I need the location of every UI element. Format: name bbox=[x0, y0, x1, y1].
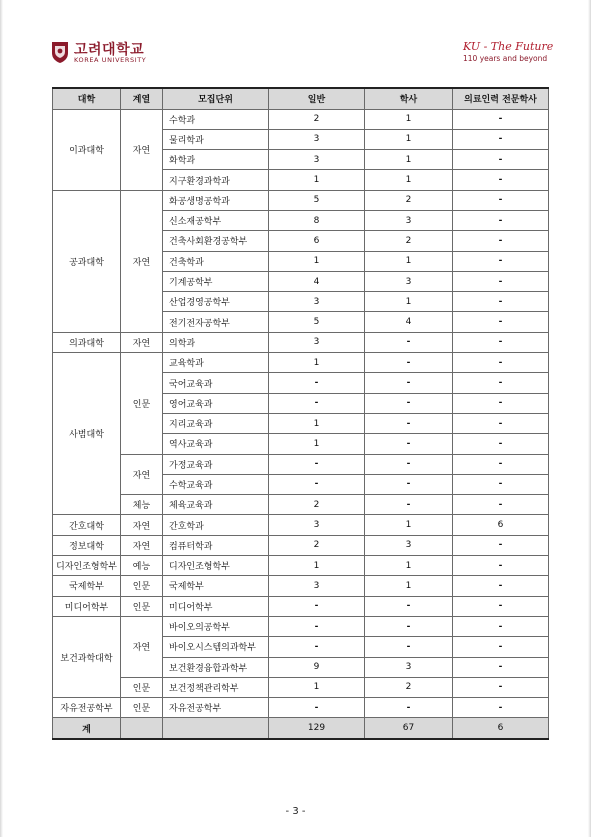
medical-cell: - bbox=[453, 556, 549, 576]
college-cell: 이과대학 bbox=[53, 109, 121, 190]
unit-cell: 건축사회환경공학부 bbox=[163, 231, 269, 251]
total-empty-cell bbox=[163, 718, 269, 739]
unit-cell: 의학과 bbox=[163, 332, 269, 352]
medical-cell: - bbox=[453, 393, 549, 413]
medical-cell: - bbox=[453, 657, 549, 677]
table-row bbox=[53, 109, 549, 129]
medical-cell: - bbox=[453, 698, 549, 718]
bachelor-cell: 1 bbox=[365, 515, 453, 535]
logo-english-text: KOREA UNIVERSITY bbox=[74, 56, 147, 64]
bachelor-cell: - bbox=[365, 373, 453, 393]
total-row bbox=[53, 718, 549, 739]
general-cell: 3 bbox=[269, 576, 365, 596]
unit-cell: 산업경영공학부 bbox=[163, 292, 269, 312]
table-row bbox=[53, 596, 549, 616]
general-cell: 1 bbox=[269, 556, 365, 576]
college-cell: 자유전공학부 bbox=[53, 698, 121, 718]
bachelor-cell: - bbox=[365, 454, 453, 474]
bachelor-cell: 3 bbox=[365, 657, 453, 677]
total-empty-cell bbox=[121, 718, 163, 739]
medical-cell: - bbox=[453, 271, 549, 291]
general-cell: 1 bbox=[269, 677, 365, 697]
header-bachelor: 학사 bbox=[365, 88, 453, 109]
table-row bbox=[53, 616, 549, 636]
unit-cell: 신소재공학부 bbox=[163, 210, 269, 230]
total-general: 129 bbox=[269, 718, 365, 739]
medical-cell: - bbox=[453, 495, 549, 515]
bachelor-cell: 1 bbox=[365, 170, 453, 190]
unit-cell: 가정교육과 bbox=[163, 454, 269, 474]
bachelor-cell: - bbox=[365, 698, 453, 718]
bachelor-cell: 3 bbox=[365, 535, 453, 555]
admissions-table bbox=[52, 87, 549, 740]
header-unit: 모집단위 bbox=[163, 88, 269, 109]
unit-cell: 디자인조형학부 bbox=[163, 556, 269, 576]
header-field: 계열 bbox=[121, 88, 163, 109]
table-row bbox=[53, 495, 549, 515]
medical-cell: - bbox=[453, 129, 549, 149]
medical-cell: - bbox=[453, 576, 549, 596]
general-cell: 2 bbox=[269, 109, 365, 129]
college-cell: 미디어학부 bbox=[53, 596, 121, 616]
table-row bbox=[53, 677, 549, 697]
bachelor-cell: 1 bbox=[365, 129, 453, 149]
table-row bbox=[53, 515, 549, 535]
slogan-subtitle: 110 years and beyond bbox=[463, 54, 548, 63]
field-cell: 자연 bbox=[121, 454, 163, 495]
general-cell: - bbox=[269, 474, 365, 494]
general-cell: 3 bbox=[269, 332, 365, 352]
field-cell: 인문 bbox=[121, 596, 163, 616]
unit-cell: 역사교육과 bbox=[163, 434, 269, 454]
field-cell: 자연 bbox=[121, 109, 163, 190]
college-cell: 간호대학 bbox=[53, 515, 121, 535]
table-row bbox=[53, 535, 549, 555]
general-cell: 1 bbox=[269, 170, 365, 190]
unit-cell: 수학과 bbox=[163, 109, 269, 129]
unit-cell: 화학과 bbox=[163, 150, 269, 170]
general-cell: 5 bbox=[269, 190, 365, 210]
table-row bbox=[53, 454, 549, 474]
table-row bbox=[53, 698, 549, 718]
general-cell: 2 bbox=[269, 495, 365, 515]
slogan bbox=[463, 40, 554, 63]
bachelor-cell: 1 bbox=[365, 109, 453, 129]
bachelor-cell: - bbox=[365, 353, 453, 373]
general-cell: 6 bbox=[269, 231, 365, 251]
unit-cell: 영어교육과 bbox=[163, 393, 269, 413]
college-cell: 디자인조형학부 bbox=[53, 556, 121, 576]
total-medical: 6 bbox=[453, 718, 549, 739]
medical-cell: - bbox=[453, 150, 549, 170]
medical-cell: - bbox=[453, 292, 549, 312]
general-cell: - bbox=[269, 454, 365, 474]
medical-cell: - bbox=[453, 596, 549, 616]
header-medical: 의료인력 전문학사 bbox=[453, 88, 549, 109]
field-cell: 자연 bbox=[121, 515, 163, 535]
unit-cell: 건축학과 bbox=[163, 251, 269, 271]
unit-cell: 물리학과 bbox=[163, 129, 269, 149]
medical-cell: - bbox=[453, 312, 549, 332]
general-cell: 2 bbox=[269, 535, 365, 555]
general-cell: 3 bbox=[269, 515, 365, 535]
general-cell: 5 bbox=[269, 312, 365, 332]
general-cell: 3 bbox=[269, 150, 365, 170]
medical-cell: - bbox=[453, 474, 549, 494]
table-row bbox=[53, 576, 549, 596]
college-cell: 공과대학 bbox=[53, 190, 121, 332]
field-cell: 자연 bbox=[121, 535, 163, 555]
bachelor-cell: 1 bbox=[365, 150, 453, 170]
medical-cell: - bbox=[453, 231, 549, 251]
header-general: 일반 bbox=[269, 88, 365, 109]
unit-cell: 교육학과 bbox=[163, 353, 269, 373]
general-cell: - bbox=[269, 698, 365, 718]
unit-cell: 화공생명공학과 bbox=[163, 190, 269, 210]
bachelor-cell: - bbox=[365, 495, 453, 515]
general-cell: - bbox=[269, 373, 365, 393]
unit-cell: 간호학과 bbox=[163, 515, 269, 535]
bachelor-cell: 3 bbox=[365, 271, 453, 291]
general-cell: - bbox=[269, 637, 365, 657]
unit-cell: 전기전자공학부 bbox=[163, 312, 269, 332]
bachelor-cell: - bbox=[365, 434, 453, 454]
header-college: 대학 bbox=[53, 88, 121, 109]
bachelor-cell: 1 bbox=[365, 251, 453, 271]
medical-cell: - bbox=[453, 353, 549, 373]
bachelor-cell: 4 bbox=[365, 312, 453, 332]
field-cell: 인문 bbox=[121, 353, 163, 454]
unit-cell: 자유전공학부 bbox=[163, 698, 269, 718]
bachelor-cell: - bbox=[365, 637, 453, 657]
bachelor-cell: 2 bbox=[365, 231, 453, 251]
field-cell: 자연 bbox=[121, 332, 163, 352]
bachelor-cell: 3 bbox=[365, 210, 453, 230]
medical-cell: - bbox=[453, 454, 549, 474]
medical-cell: - bbox=[453, 373, 549, 393]
unit-cell: 체육교육과 bbox=[163, 495, 269, 515]
medical-cell: - bbox=[453, 332, 549, 352]
logo-korean-text: 고려대학교 bbox=[74, 42, 145, 58]
field-cell: 자연 bbox=[121, 190, 163, 332]
medical-cell: - bbox=[453, 190, 549, 210]
college-cell: 국제학부 bbox=[53, 576, 121, 596]
medical-cell: - bbox=[453, 413, 549, 433]
field-cell: 예능 bbox=[121, 556, 163, 576]
unit-cell: 국어교육과 bbox=[163, 373, 269, 393]
bachelor-cell: - bbox=[365, 332, 453, 352]
bachelor-cell: - bbox=[365, 616, 453, 636]
unit-cell: 국제학부 bbox=[163, 576, 269, 596]
general-cell: 9 bbox=[269, 657, 365, 677]
medical-cell: - bbox=[453, 109, 549, 129]
college-cell: 의과대학 bbox=[53, 332, 121, 352]
medical-cell: - bbox=[453, 637, 549, 657]
table-row bbox=[53, 353, 549, 373]
field-cell: 인문 bbox=[121, 677, 163, 697]
medical-cell: - bbox=[453, 535, 549, 555]
general-cell: 3 bbox=[269, 129, 365, 149]
general-cell: - bbox=[269, 616, 365, 636]
total-bachelor: 67 bbox=[365, 718, 453, 739]
medical-cell: - bbox=[453, 251, 549, 271]
bachelor-cell: 1 bbox=[365, 292, 453, 312]
medical-cell: - bbox=[453, 616, 549, 636]
bachelor-cell: 2 bbox=[365, 190, 453, 210]
unit-cell: 바이오시스템의과학부 bbox=[163, 637, 269, 657]
unit-cell: 바이오의공학부 bbox=[163, 616, 269, 636]
field-cell: 체능 bbox=[121, 495, 163, 515]
bachelor-cell: 1 bbox=[365, 576, 453, 596]
page-number: - 3 - bbox=[285, 806, 306, 817]
bachelor-cell: 1 bbox=[365, 556, 453, 576]
bachelor-cell: - bbox=[365, 393, 453, 413]
medical-cell: - bbox=[453, 210, 549, 230]
college-cell: 정보대학 bbox=[53, 535, 121, 555]
table-header-row bbox=[53, 88, 549, 109]
general-cell: 1 bbox=[269, 251, 365, 271]
medical-cell: - bbox=[453, 170, 549, 190]
table-row bbox=[53, 556, 549, 576]
general-cell: - bbox=[269, 393, 365, 413]
medical-cell: - bbox=[453, 677, 549, 697]
unit-cell: 보건정책관리학부 bbox=[163, 677, 269, 697]
bachelor-cell: - bbox=[365, 413, 453, 433]
general-cell: 4 bbox=[269, 271, 365, 291]
college-cell: 보건과학대학 bbox=[53, 616, 121, 697]
general-cell: - bbox=[269, 596, 365, 616]
general-cell: 1 bbox=[269, 413, 365, 433]
unit-cell: 기계공학부 bbox=[163, 271, 269, 291]
bachelor-cell: - bbox=[365, 474, 453, 494]
general-cell: 1 bbox=[269, 434, 365, 454]
total-label: 계 bbox=[53, 718, 121, 739]
unit-cell: 미디어학부 bbox=[163, 596, 269, 616]
unit-cell: 지구환경과학과 bbox=[163, 170, 269, 190]
table-row bbox=[53, 190, 549, 210]
bachelor-cell: - bbox=[365, 596, 453, 616]
college-cell: 사범대학 bbox=[53, 353, 121, 515]
university-seal-icon bbox=[50, 40, 70, 64]
bachelor-cell: 2 bbox=[365, 677, 453, 697]
page-edge-left bbox=[0, 0, 3, 837]
unit-cell: 컴퓨터학과 bbox=[163, 535, 269, 555]
medical-cell: - bbox=[453, 434, 549, 454]
general-cell: 8 bbox=[269, 210, 365, 230]
unit-cell: 지리교육과 bbox=[163, 413, 269, 433]
slogan-title: KU - The Future bbox=[463, 40, 554, 53]
general-cell: 3 bbox=[269, 292, 365, 312]
field-cell: 인문 bbox=[121, 698, 163, 718]
general-cell: 1 bbox=[269, 353, 365, 373]
table-row bbox=[53, 332, 549, 352]
field-cell: 인문 bbox=[121, 576, 163, 596]
unit-cell: 수학교육과 bbox=[163, 474, 269, 494]
unit-cell: 보건환경융합과학부 bbox=[163, 657, 269, 677]
field-cell: 자연 bbox=[121, 616, 163, 677]
medical-cell: 6 bbox=[453, 515, 549, 535]
